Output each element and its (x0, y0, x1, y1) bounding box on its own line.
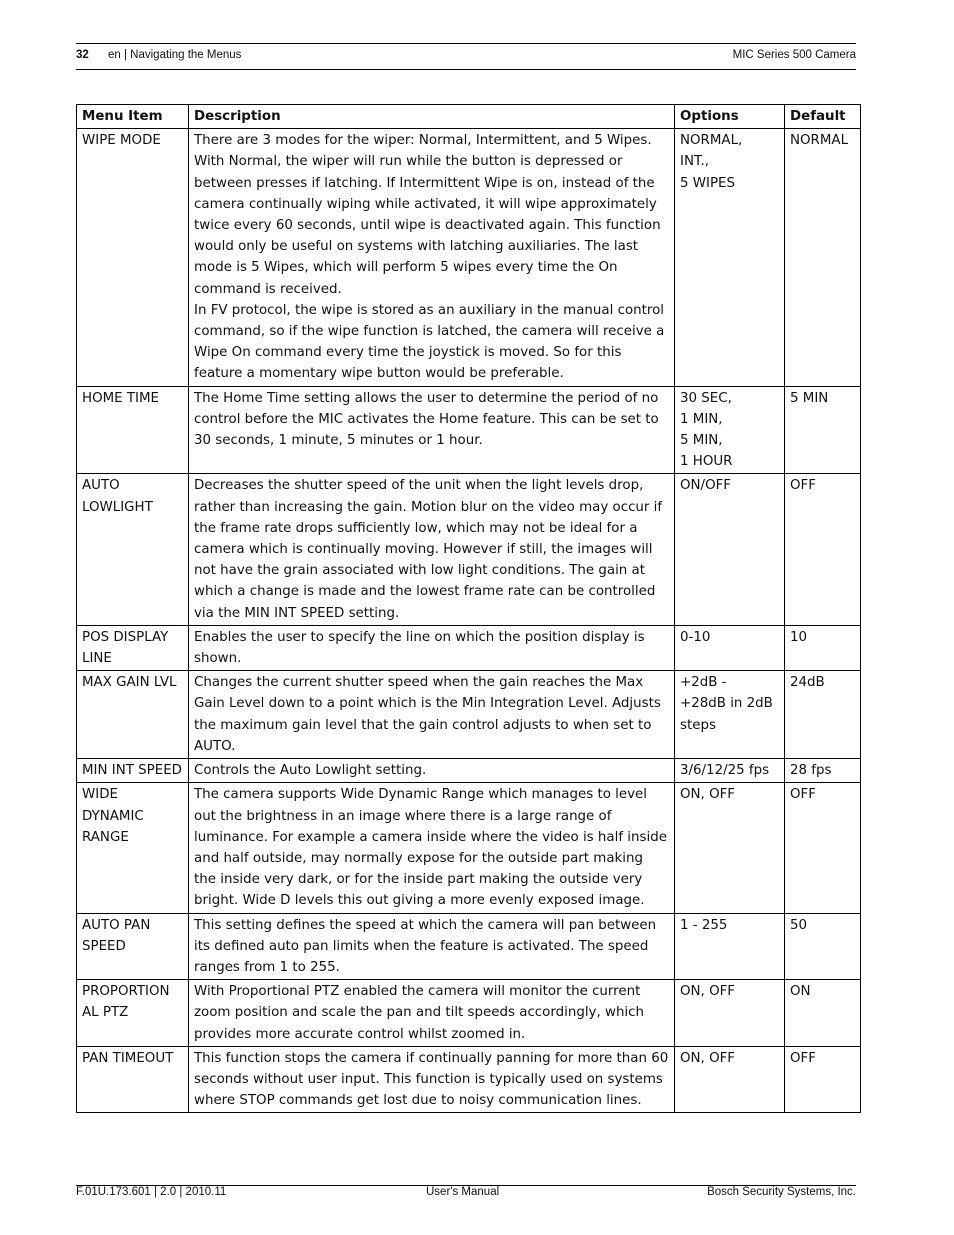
options-cell: +2dB - +28dB in 2dB steps (675, 671, 785, 759)
menu-item-cell: HOME TIME (77, 386, 189, 474)
table-row (77, 913, 861, 980)
menu-item-cell: PROPORTION AL PTZ (77, 980, 189, 1047)
column-header-description: Description (189, 105, 675, 129)
table-row (77, 386, 861, 474)
menu-item-cell: POS DISPLAY LINE (77, 625, 189, 670)
default-cell: 24dB (785, 671, 861, 759)
description-cell: Changes the current shutter speed when the gain reaches the Max Gain Level down to a point which is the Min Integration Level. Adjusts the maximum gain level that the gain control adjusts to when set to AUTO. (189, 671, 675, 759)
table-row (77, 129, 861, 386)
options-cell: 1 - 255 (675, 913, 785, 980)
options-cell: ON, OFF (675, 783, 785, 913)
options-cell: 0-10 (675, 625, 785, 670)
description-cell: With Proportional PTZ enabled the camera will monitor the current zoom position and scale the pan and tilt speeds accordingly, which provides more accurate control whilst zoomed in. (189, 980, 675, 1047)
description-cell: This setting defines the speed at which the camera will pan between its defined auto pan limits when the feature is activated. The speed ranges from 1 to 255. (189, 913, 675, 980)
menu-item-cell: MAX GAIN LVL (77, 671, 189, 759)
options-cell: 3/6/12/25 fps (675, 759, 785, 783)
column-header-menu-item: Menu Item (77, 105, 189, 129)
description-cell: Decreases the shutter speed of the unit when the light levels drop, rather than increasing the gain. Motion blur on the video may occur if the frame rate drops sufficiently low, which may not be ideal for a camera which is continually moving. However if still, the images will not have the grain associated with low light conditions. The gain at which a change is made and the lowest frame rate can be controlled via the MIN INT SPEED setting. (189, 474, 675, 625)
menu-item-cell: MIN INT SPEED (77, 759, 189, 783)
table-row (77, 671, 861, 759)
options-cell: 30 SEC, 1 MIN, 5 MIN, 1 HOUR (675, 386, 785, 474)
table-row (77, 980, 861, 1047)
manual-type: User's Manual (426, 1186, 500, 1198)
default-cell: 10 (785, 625, 861, 670)
page-header (76, 43, 856, 70)
description-cell: Controls the Auto Lowlight setting. (189, 759, 675, 783)
page-footer (76, 1185, 856, 1198)
menu-item-cell: WIDE DYNAMIC RANGE (77, 783, 189, 913)
column-header-default: Default (785, 105, 861, 129)
description-cell: Enables the user to specify the line on which the position display is shown. (189, 625, 675, 670)
section-title: en | Navigating the Menus (108, 49, 242, 61)
default-cell: 50 (785, 913, 861, 980)
default-cell: OFF (785, 783, 861, 913)
default-cell: OFF (785, 474, 861, 625)
header-left (76, 49, 241, 61)
table-row (77, 625, 861, 670)
company-name: Bosch Security Systems, Inc. (707, 1186, 856, 1198)
menu-item-cell: AUTO PAN SPEED (77, 913, 189, 980)
menu-item-cell: AUTO LOWLIGHT (77, 474, 189, 625)
table-row (77, 1046, 861, 1113)
default-cell: NORMAL (785, 129, 861, 386)
default-cell: OFF (785, 1046, 861, 1113)
menu-item-cell: WIPE MODE (77, 129, 189, 386)
table-row (77, 783, 861, 913)
product-name: MIC Series 500 Camera (732, 49, 856, 61)
description-cell: There are 3 modes for the wiper: Normal, Intermittent, and 5 Wipes. With Normal, the wiper will run while the button is depressed or between presses if latching. If Intermittent Wipe is on, instead of the camera continually wiping while activated, it will wipe approximately twice every 60 seconds, until wipe is deactivated again. This function would only be useful on systems with latching auxiliaries. The last mode is 5 Wipes, which will perform 5 wipes every time the On command is received. In FV protocol, the wipe is stored as an auxiliary in the manual control command, so if the wipe function is latched, the camera will receive a Wipe On command every time the joystick is moved. So for this feature a momentary wipe button would be preferable. (189, 129, 675, 386)
default-cell: 28 fps (785, 759, 861, 783)
table-header-row (77, 105, 861, 129)
description-cell: This function stops the camera if continually panning for more than 60 seconds without user input. This function is typically used on systems where STOP commands get lost due to noisy communication lines. (189, 1046, 675, 1113)
options-cell: ON/OFF (675, 474, 785, 625)
menu-settings-table (76, 104, 861, 1113)
default-cell: 5 MIN (785, 386, 861, 474)
page-number: 32 (76, 49, 89, 61)
menu-item-cell: PAN TIMEOUT (77, 1046, 189, 1113)
document-id: F.01U.173.601 | 2.0 | 2010.11 (76, 1186, 227, 1198)
description-cell: The camera supports Wide Dynamic Range which manages to level out the brightness in an image where there is a large range of luminance. For example a camera inside where the video is half inside and half outside, may normally expose for the outside part making the inside very dark, or for the inside part making the outside very bright. Wide D levels this out giving a more evenly exposed image. (189, 783, 675, 913)
options-cell: ON, OFF (675, 1046, 785, 1113)
table-body (77, 129, 861, 1113)
description-cell: The Home Time setting allows the user to determine the period of no control before the MIC activates the Home feature. This can be set to 30 seconds, 1 minute, 5 minutes or 1 hour. (189, 386, 675, 474)
options-cell: ON, OFF (675, 980, 785, 1047)
table-row (77, 759, 861, 783)
column-header-options: Options (675, 105, 785, 129)
table-row (77, 474, 861, 625)
default-cell: ON (785, 980, 861, 1047)
options-cell: NORMAL, INT., 5 WIPES (675, 129, 785, 386)
